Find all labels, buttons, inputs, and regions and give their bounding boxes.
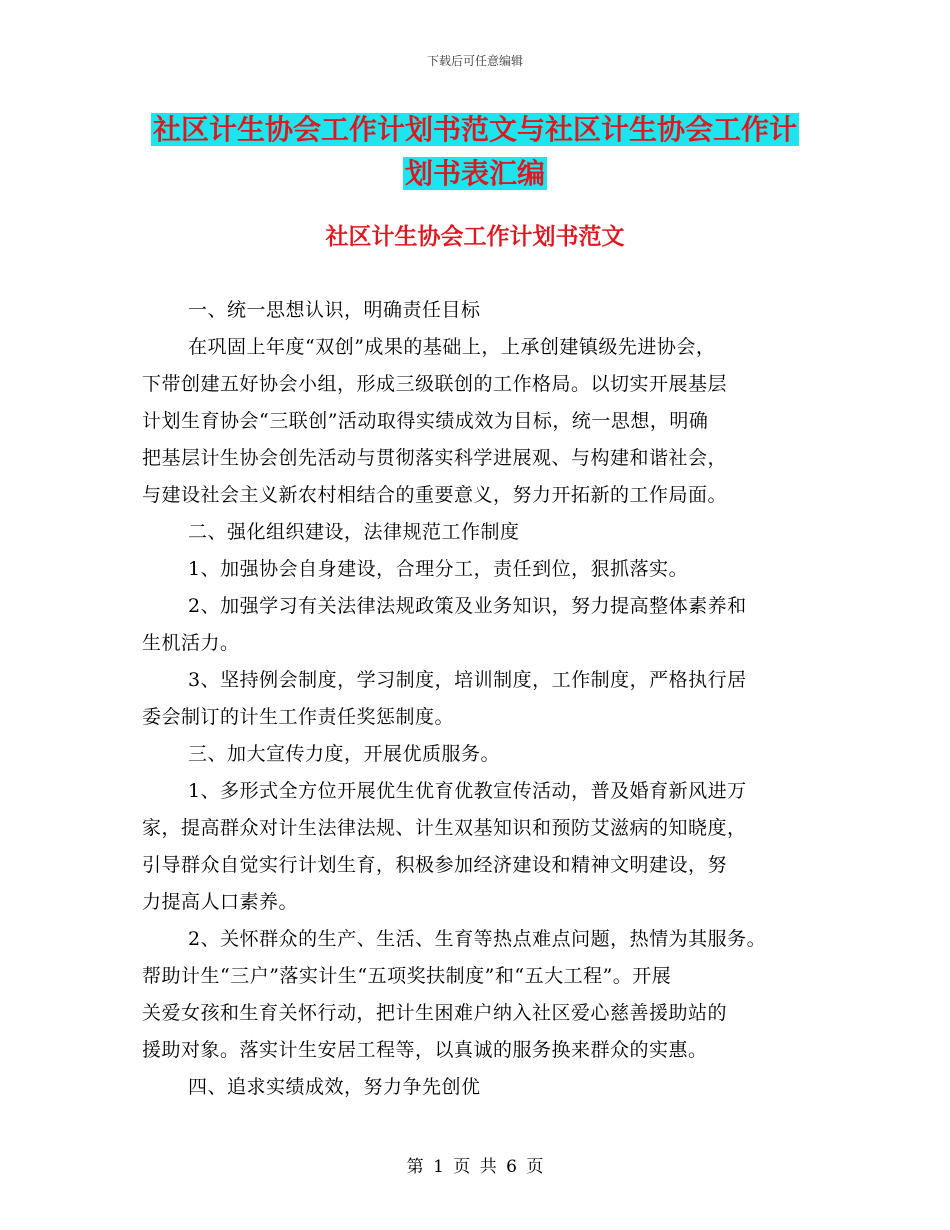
paragraph (142, 551, 812, 588)
title-highlight-1: 社区计生协会工作计划书范文与社区计生协会工作计 (152, 113, 797, 146)
text-line: 2、加强学习有关法律法规政策及业务知识，努力提高整体素养和 (188, 595, 747, 617)
paragraph (142, 921, 812, 1069)
text-line: 2、关怀群众的生产、生活、生育等热点难点问题，热情为其服务。 (188, 928, 767, 950)
text-line: 1、加强协会自身建设，合理分工，责任到位，狠抓落实。 (188, 558, 689, 580)
section-heading: 社区计生协会工作计划书范文 (325, 224, 625, 250)
text-line: 二、强化组织建设，法律规范工作制度 (188, 521, 520, 543)
text-line: 下带创建五好协会小组，形成三级联创的工作格局。以切实开展基层 (142, 373, 728, 395)
paragraph (142, 773, 812, 921)
text-line: 与建设社会主义新农村相结合的重要意义，努力开拓新的工作局面。 (142, 484, 728, 506)
paragraph (142, 1069, 812, 1106)
document-title-line-2 (130, 152, 820, 196)
text-line: 3、坚持例会制度，学习制度，培训制度，工作制度，严格执行居 (188, 669, 747, 691)
title-highlight-2: 划书表汇编 (404, 157, 545, 190)
text-line: 在巩固上年度“双创”成果的基础上，上承创建镇级先进协会， (188, 336, 716, 358)
text-line: 关爱女孩和生育关怀行动，把计生困难户纳入社区爱心慈善援助站的 (142, 1002, 728, 1024)
text-line: 引导群众自觉实行计划生育，积极参加经济建设和精神文明建设，努 (142, 854, 728, 876)
text-line: 计划生育协会“三联创”活动取得实绩成效为目标，统一思想，明确 (142, 410, 709, 432)
paragraph (142, 329, 812, 514)
paragraph (142, 736, 812, 773)
page-footer: 第 1 页 共 6 页 (406, 1157, 544, 1177)
text-line: 1、多形式全方位开展优生优育优教宣传活动，普及婚育新风进万 (188, 780, 747, 802)
paragraph (142, 292, 812, 329)
text-line: 家，提高群众对计生法律法规、计生双基知识和预防艾滋病的知晓度， (142, 817, 747, 839)
text-line: 力提高人口素养。 (142, 891, 299, 913)
document-title-line-1 (130, 108, 820, 152)
paragraph (142, 662, 812, 736)
text-line: 生机活力。 (142, 632, 240, 654)
paragraph (142, 588, 812, 662)
text-line: 帮助计生“三户”落实计生“五项奖扶制度”和“五大工程”。开展 (142, 965, 672, 987)
text-line: 三、加大宣传力度，开展优质服务。 (188, 743, 501, 765)
text-line: 一、统一思想认识，明确责任目标 (188, 299, 481, 321)
header-note: 下载后可任意编辑 (426, 54, 523, 68)
body-text (142, 292, 812, 1106)
text-line: 委会制订的计生工作责任奖惩制度。 (142, 706, 455, 728)
text-line: 把基层计生协会创先活动与贯彻落实科学进展观、与构建和谐社会， (142, 447, 728, 469)
text-line: 援助对象。落实计生安居工程等，以真诚的服务换来群众的实惠。 (142, 1039, 708, 1061)
paragraph (142, 514, 812, 551)
text-line: 四、追求实绩成效，努力争先创优 (188, 1076, 481, 1098)
